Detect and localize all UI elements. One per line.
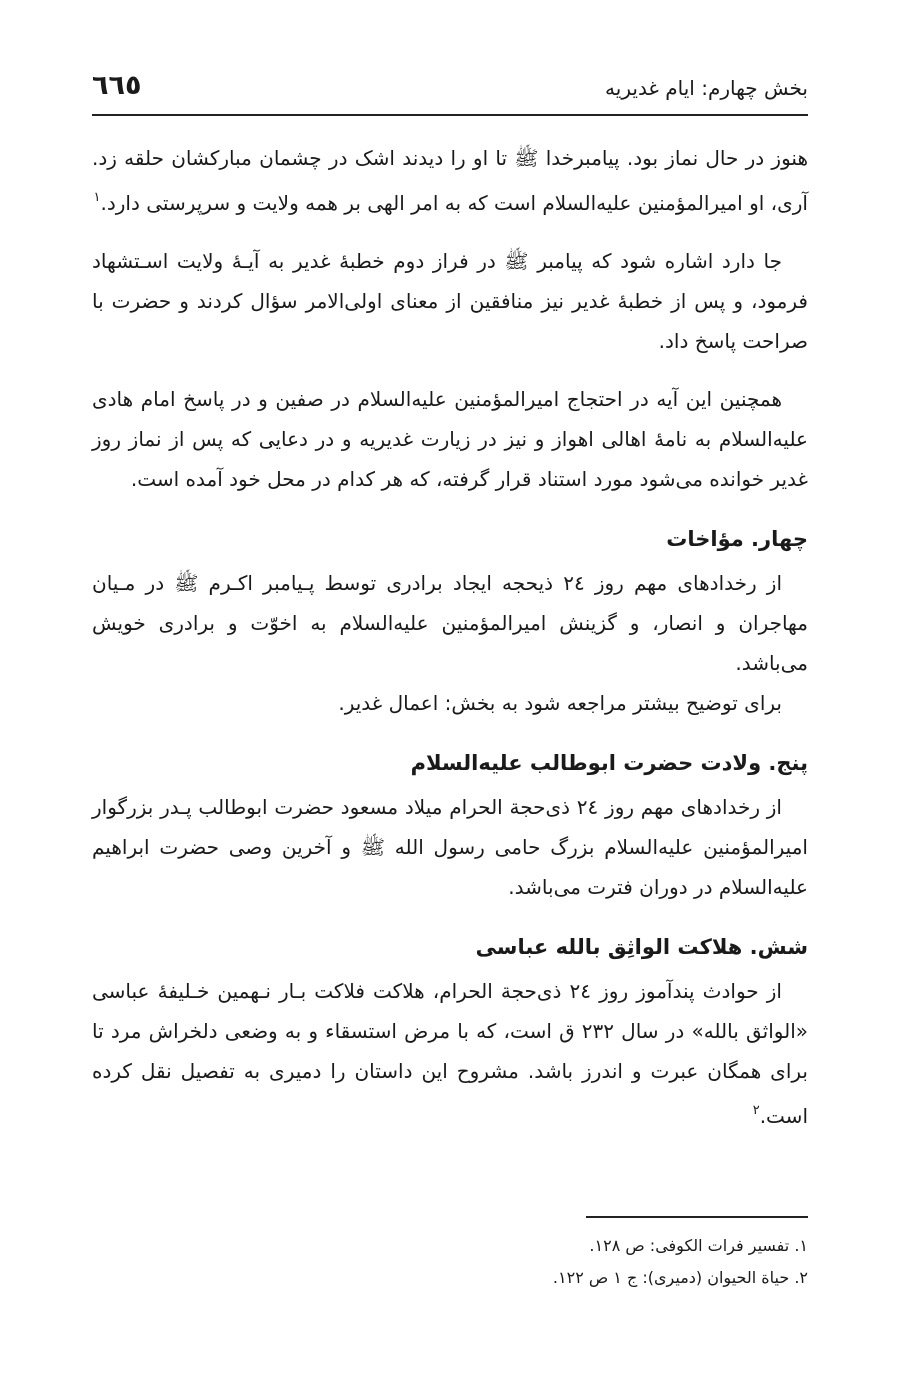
footnote-ref-1: ١ bbox=[93, 190, 101, 205]
footnote-1: ١. تفسیر فرات الکوفی: ص ١٢٨. bbox=[589, 1236, 808, 1255]
paragraph-1 bbox=[92, 138, 808, 223]
running-title: بخش چهارم: ایام غدیریه bbox=[605, 76, 808, 100]
footnotes bbox=[86, 1216, 808, 1294]
heading-six: شش. هلاکت الواثِق بالله عباسی bbox=[475, 935, 808, 959]
paragraph-6-text: از حوادث پندآموز روز ٢٤ ذی‌حجة الحرام، هلاکت فلاکت بـار نـهمین خـلیفهٔ عباسی «الواثق بالله» در سال ٢٣٢ ق است، که با مرض استسقاء و به وضعی دلخراش مرد تا برای همگان عبرت و اندرز باشد. مشروح این داستان را دمیری به تفصیل نقل کرده است. bbox=[92, 979, 808, 1128]
paragraph-5: از رخدادهای مهم روز ٢٤ ذی‌حجة الحرام میلاد مسعود حضرت ابوطالب پـدر بزرگوار امیرالمؤمنین علیه‌السلام بزرگ حامی رسول الله ﷺ و آخرین وصی حضرت ابراهیم علیه‌السلام در دوران فترت می‌باشد. bbox=[92, 795, 808, 899]
paragraph-3: همچنین این آیه در احتجاج امیرالمؤمنین علیه‌السلام در صفین و در پاسخ امام هادی علیه‌السلام به نامهٔ اهالی اهواز و نیز در زیارت غدیریه و در دعایی که پس از نماز روز غدیر خوانده می‌شود مورد استناد قرار گرفته، که هر کدام در محل خود آمده است. bbox=[92, 387, 808, 491]
footnote-ref-2: ٢ bbox=[752, 1103, 760, 1118]
footnote-2: ٢. حیاة الحیوان (دمیری): ج ١ ص ١٢٢. bbox=[552, 1268, 808, 1287]
heading-five: پنج. ولادت حضرت ابوطالب علیه‌السلام bbox=[410, 751, 808, 775]
paragraph-6 bbox=[92, 971, 808, 1136]
paragraph-4a: از رخدادهای مهم روز ٢٤ ذیحجه ایجاد برادری توسط پـیامبر اکـرم ﷺ در مـیان مهاجران و انصار، و گزینش امیرالمؤمنین علیه‌السلام به اخوّت و برادری خویش می‌باشد. bbox=[92, 571, 808, 675]
heading-four: چهار. مؤاخات bbox=[666, 527, 808, 551]
paragraph-1-text: هنوز در حال نماز بود. پیامبرخدا ﷺ تا او را دیدند اشک در چشمان مبارکشان حلقه زد. آری، او امیرالمؤمنین علیه‌السلام است که به امر الهی بر همه ولایت و سرپرستی دارد. bbox=[92, 146, 808, 215]
page-header bbox=[92, 62, 808, 116]
footnote-divider bbox=[586, 1216, 808, 1218]
page-number: ٦٦٥ bbox=[92, 70, 142, 101]
paragraph-4b: برای توضیح بیشتر مراجعه شود به بخش: اعمال غدیر. bbox=[338, 691, 782, 715]
page-body bbox=[92, 138, 808, 1154]
paragraph-2: جا دارد اشاره شود که پیامبر ﷺ در فراز دوم خطبهٔ غدیر به آیـهٔ ولایت اسـتشهاد فرمود، و پس از خطبهٔ غدیر نیز منافقین از معنای اولی‌الامر سؤال کردند و حضرت با صراحت پاسخ داد. bbox=[92, 249, 808, 353]
